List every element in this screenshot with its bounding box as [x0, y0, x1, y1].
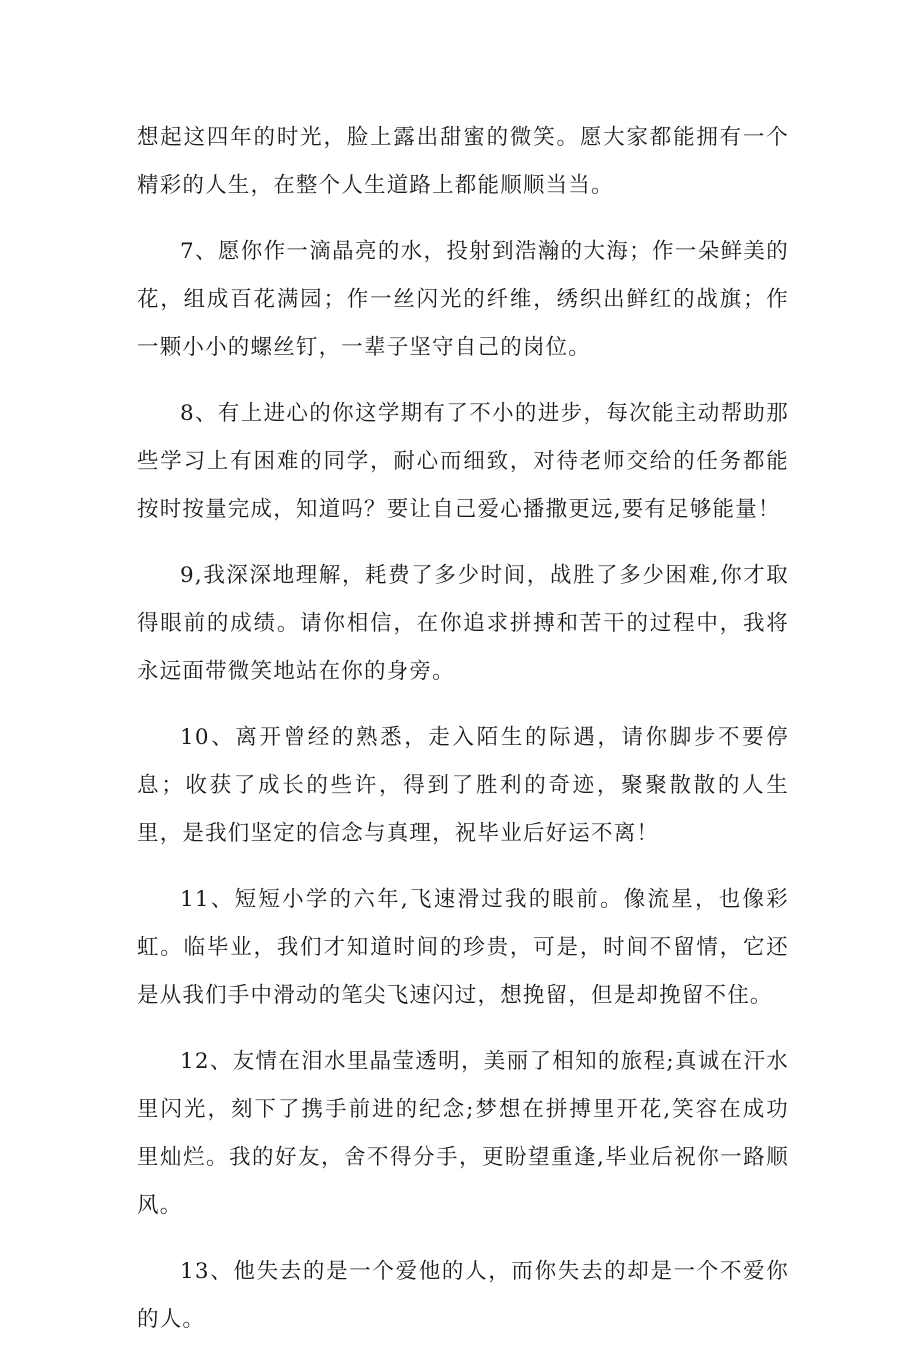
paragraph-item-9: 9,我深深地理解，耗费了多少时间，战胜了多少困难,你才取得眼前的成绩。请你相信，在你追求拼搏和苦干的过程中，我将永远面带微笑地站在你的身旁。 [137, 563, 789, 684]
paragraph-item-12: 12、友情在泪水里晶莹透明，美丽了相知的旅程;真诚在汗水里闪光，刻下了携手前进的纪念;梦想在拼搏里开花,笑容在成功里灿烂。我的好友，舍不得分手，更盼望重逢,毕业后祝你一路顺风。 [137, 1049, 789, 1218]
paragraph-item-8: 8、有上进心的你这学期有了不小的进步，每次能主动帮助那些学习上有困难的同学，耐心而细致，对待老师交给的任务都能按时按量完成，知道吗？要让自己爱心播撒更远,要有足够能量！ [137, 401, 789, 522]
paragraph-item-7: 7、愿你作一滴晶亮的水，投射到浩瀚的大海；作一朵鲜美的花，组成百花满园；作一丝闪光的纤维，绣织出鲜红的战旗；作一颗小小的螺丝钉，一辈子坚守自己的岗位。 [137, 239, 789, 360]
paragraph-continuation: 想起这四年的时光，脸上露出甜蜜的微笑。愿大家都能拥有一个精彩的人生，在整个人生道路上都能顺顺当当。 [137, 125, 789, 198]
paragraph-item-11: 11、短短小学的六年,飞速滑过我的眼前。像流星，也像彩虹。临毕业，我们才知道时间的珍贵，可是，时间不留情，它还是从我们手中滑动的笔尖飞速闪过，想挽留，但是却挽留不住。 [137, 887, 789, 1008]
document-body [137, 114, 789, 1362]
paragraph-item-13: 13、他失去的是一个爱他的人，而你失去的却是一个不爱你的人。 [137, 1259, 789, 1332]
paragraph-item-10: 10、离开曾经的熟悉，走入陌生的际遇，请你脚步不要停息；收获了成长的些许，得到了胜利的奇迹，聚聚散散的人生里，是我们坚定的信念与真理，祝毕业后好运不离！ [137, 725, 789, 846]
